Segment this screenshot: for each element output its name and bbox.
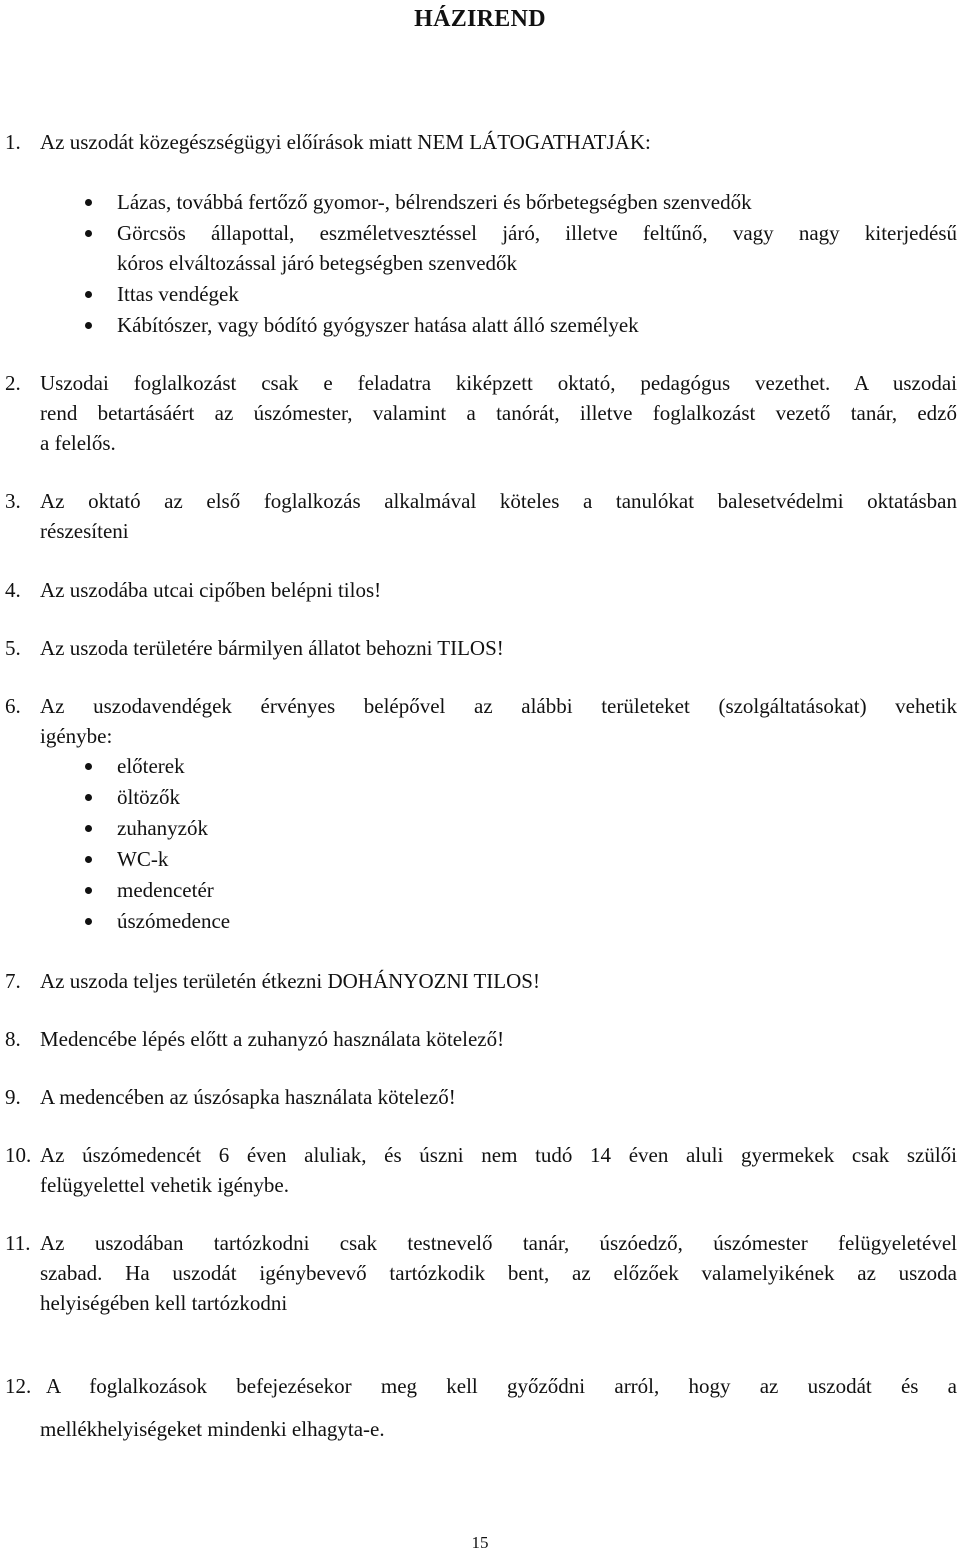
list-item: előterek	[117, 751, 717, 782]
rule-text-line: Uszodai foglalkozást csak e feladatra kiképzett oktató, pedagógus vezethet. A uszodai	[40, 371, 957, 395]
rule-number: 2.	[5, 371, 21, 395]
rule-text-line: rend betartásáért az úszómester, valamint a tanórát, illetve foglalkozást vezető tanár, edző	[40, 401, 957, 425]
rule-text-line: mellékhelyiségeket mindenki elhagyta-e.	[40, 1417, 385, 1441]
list-item: Ittas vendégek	[117, 279, 957, 310]
rule-text	[40, 127, 957, 157]
rule-text-line: helyiségében kell tartózkodni	[40, 1291, 288, 1315]
rule-text-line: igénybe:	[40, 724, 113, 748]
rule-text	[40, 1024, 957, 1054]
rule-text-line: felügyelettel vehetik igénybe.	[40, 1173, 289, 1197]
rule-number: 8.	[5, 1027, 21, 1051]
rule-text	[40, 966, 957, 996]
document-title: HÁZIREND	[414, 6, 546, 32]
rule-number: 6.	[5, 694, 21, 718]
rule-number: 11.	[5, 1231, 31, 1255]
list-item: zuhanyzók	[117, 813, 717, 844]
rule-text	[40, 691, 957, 751]
rule-text	[40, 1371, 957, 1444]
list-item: úszómedence	[117, 906, 717, 937]
rule-text-line: a felelős.	[40, 431, 116, 455]
rule-text-line: Az oktató az első foglalkozás alkalmával köteles a tanulókat balesetvédelmi oktatásban	[40, 489, 957, 513]
rule-text-line: Az úszómedencét 6 éven aluliak, és úszni nem tudó 14 éven aluli gyermekek csak szülői	[40, 1143, 957, 1167]
bullet-list-1	[117, 187, 957, 341]
bullet-icon	[85, 918, 92, 925]
rule-text-line: szabad. Ha uszodát igénybevevő tartózkodik bent, az előzőek valamelyikének az uszoda	[40, 1261, 957, 1285]
rule-text-line: A foglalkozások befejezésekor meg kell győződni arról, hogy az uszodát és a	[46, 1374, 957, 1398]
rule-number: 9.	[5, 1085, 21, 1109]
list-item: WC-k	[117, 844, 717, 875]
rule-text-line: Medencébe lépés előtt a zuhanyzó használata kötelező!	[40, 1027, 505, 1051]
bullet-icon	[85, 794, 92, 801]
list-item: öltözők	[117, 782, 717, 813]
list-item: Görcsös állapottal, eszméletvesztéssel járó, illetve feltűnő, vagy nagy kiterjedésű kóros elváltozással járó betegségben szenvedők	[117, 218, 957, 279]
rule-number: 12.	[5, 1374, 32, 1398]
bullet-icon	[85, 763, 92, 770]
bullet-icon	[85, 291, 92, 298]
list-item: Lázas, továbbá fertőző gyomor-, bélrendszeri és bőrbetegségben szenvedők	[117, 187, 957, 218]
rule-text-line: Az uszodában tartózkodni csak testnevelő tanár, úszóedző, úszómester felügyeletével	[40, 1231, 957, 1255]
rule-number: 4.	[5, 578, 21, 602]
bullet-icon	[85, 887, 92, 894]
rule-text-line: Az uszodát közegészségügyi előírások miatt NEM LÁTOGATHATJÁK:	[40, 130, 651, 154]
page-number: 15	[471, 1533, 489, 1552]
rule-text	[40, 1140, 957, 1200]
rule-text-line: részesíteni	[40, 519, 129, 543]
bullet-list-6	[117, 751, 717, 937]
rule-number: 5.	[5, 636, 21, 660]
rule-number: 3.	[5, 489, 21, 513]
bullet-icon	[85, 322, 92, 329]
bullet-icon	[85, 230, 92, 237]
rule-text-line: Az uszoda teljes területén étkezni DOHÁNYOZNI TILOS!	[40, 969, 540, 993]
rule-number: 1.	[5, 130, 21, 154]
rule-number: 7.	[5, 969, 21, 993]
rule-text-line: A medencében az úszósapka használata kötelező!	[40, 1085, 456, 1109]
list-item: medencetér	[117, 875, 717, 906]
rule-text	[40, 486, 957, 546]
bullet-icon	[85, 825, 92, 832]
rule-number: 10.	[5, 1143, 32, 1167]
rule-text	[40, 1082, 957, 1112]
rule-text	[40, 368, 957, 458]
bullet-icon	[85, 199, 92, 206]
rule-text-line: Az uszodába utcai cipőben belépni tilos!	[40, 578, 382, 602]
rule-text	[40, 1228, 957, 1318]
list-item: Kábítószer, vagy bódító gyógyszer hatása alatt álló személyek	[117, 310, 957, 341]
rule-text	[40, 633, 957, 663]
rule-text	[40, 575, 957, 605]
rule-text-line: Az uszoda területére bármilyen állatot behozni TILOS!	[40, 636, 504, 660]
rule-text-line: Az uszodavendégek érvényes belépővel az alábbi területeket (szolgáltatásokat) vehetik	[40, 694, 957, 718]
bullet-icon	[85, 856, 92, 863]
